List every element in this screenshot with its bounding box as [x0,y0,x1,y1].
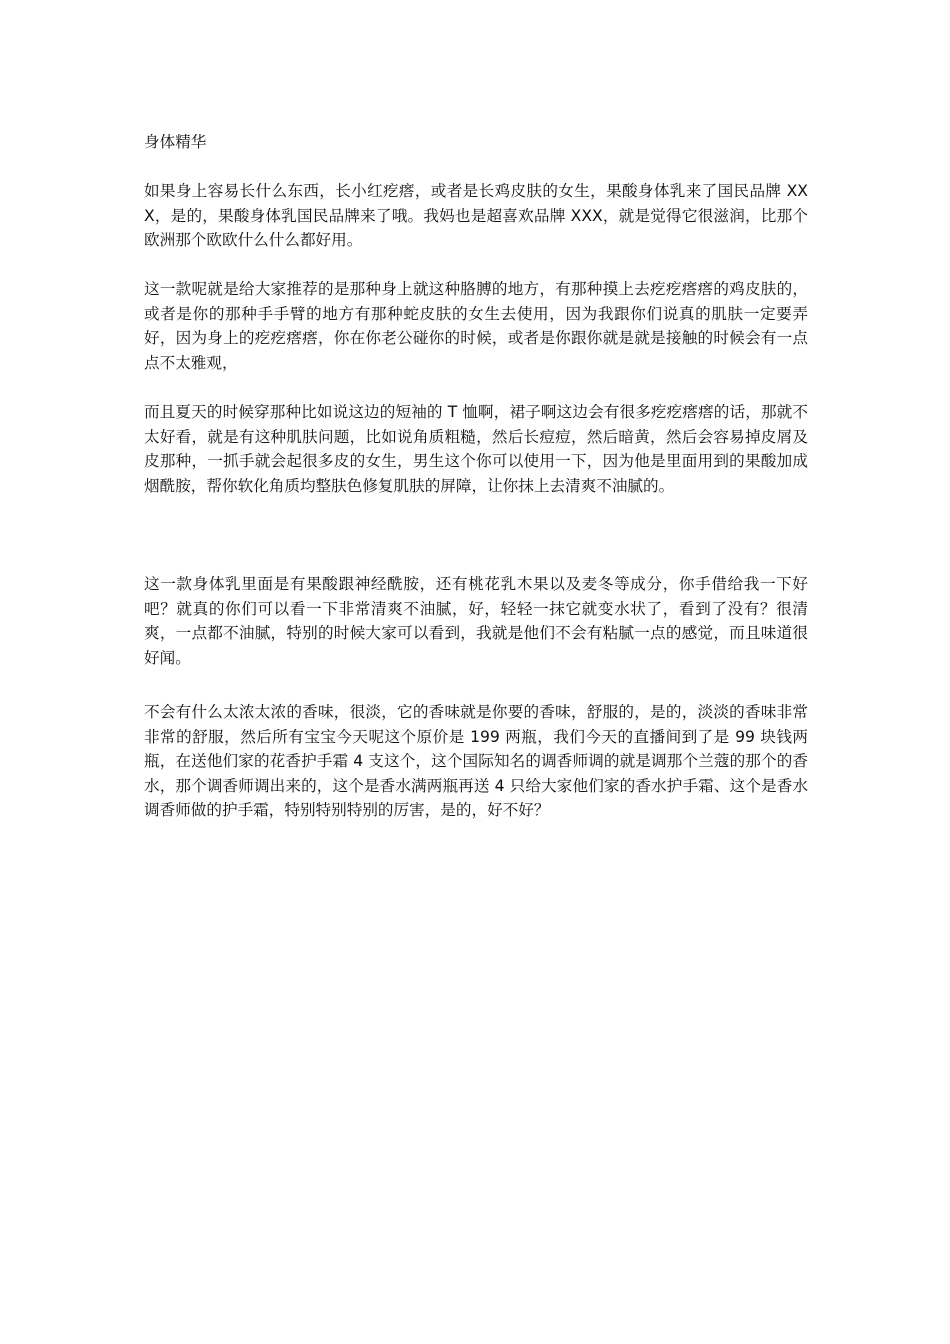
paragraph-2: 这一款呢就是给大家推荐的是那种身上就这种胳膊的地方，有那种摸上去疙疙瘩瘩的鸡皮肤的，或者是你的那种手手臂的地方有那种蛇皮肤的女生去使用，因为我跟你们说真的肌肤一定要弄好，因为身上的疙疙瘩瘩，你在你老公碰你的时候，或者是你跟你就是就是接触的时候会有一点点不太雅观， [144,280,808,372]
paragraph-5: 不会有什么太浓太浓的香味，很淡，它的香味就是你要的香味，舒服的，是的，淡淡的香味非常非常的舒服，然后所有宝宝今天呢这个原价是 199 两瓶，我们今天的直播间到了是 99 块钱两瓶，在送他们家的花香护手霜 4 支这个，这个国际知名的调香师调的就是调那个兰蔻的那个的香水，那个调香师调出来的，这个是香水满两瓶再送 4 只给大家他们家的香水护手霜、这个是香水调香师做的护手霜，特别特别特别的厉害，是的，好不好？ [144,703,808,820]
paragraph-1: 如果身上容易长什么东西，长小红疙瘩，或者是长鸡皮肤的女生，果酸身体乳来了国民品牌 XXX，是的，果酸身体乳国民品牌来了哦。我妈也是超喜欢品牌 XXX，就是觉得它很滋润，比那个欧洲那个欧欧什么什么都好用。 [144,182,808,250]
paragraph-3: 而且夏天的时候穿那种比如说这边的短袖的 T 恤啊，裙子啊这边会有很多疙疙瘩瘩的话，那就不太好看，就是有这种肌肤问题，比如说角质粗糙，然后长痘痘，然后暗黄，然后会容易掉皮屑及皮那种，一抓手就会起很多皮的女生，男生这个你可以使用一下，因为他是里面用到的果酸加成烟酰胺，帮你软化角质均整肤色修复肌肤的屏障，让你抹上去清爽不油腻的。 [144,403,808,495]
paragraph-4: 这一款身体乳里面是有果酸跟神经酰胺，还有桃花乳木果以及麦冬等成分，你手借给我一下好吧？就真的你们可以看一下非常清爽不油腻，好，轻轻一抹它就变水状了，看到了没有？很清爽，一点都不油腻，特别的时候大家可以看到，我就是他们不会有粘腻一点的感觉，而且味道很好闻。 [144,575,808,667]
document-title: 身体精华 [144,133,207,151]
